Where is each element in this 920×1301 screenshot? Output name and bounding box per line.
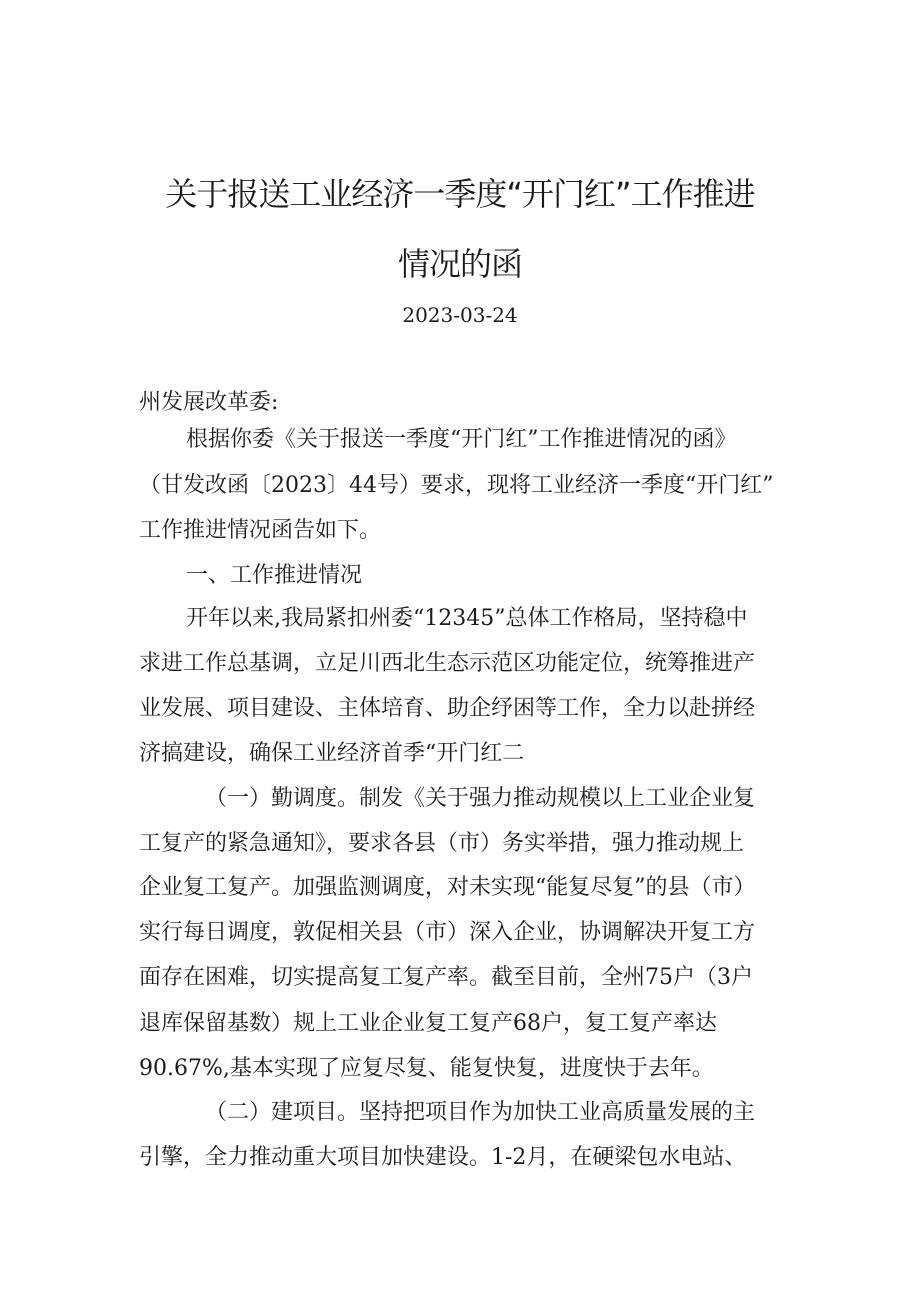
section1-line: 求进工作总基调，立足川西北生态示范区功能定位，统筹推进产 [139,651,756,676]
item1-line: 90.67%,基本实现了应复尽复、能复快复，进度快于去年。 [139,1056,714,1081]
item1-line: 面存在困难，切实提高复工复产率。截至目前，全州75户（3户 [139,965,753,990]
item2-line: 引擎，全力推动重大项目加快建设。1-2月，在硬梁包水电站、 [139,1145,747,1170]
item1-line: （一）勤调度。制发《关于强力推动规模以上工业企业复 [205,786,756,811]
item1-line: 企业复工复产。加强监测调度，对未实现“能复尽复”的县（市） [139,875,756,900]
document-date: 2023-03-24 [402,303,518,327]
intro-line: 工作推进情况函告如下。 [139,518,382,543]
section-heading: 一、工作推进情况 [186,563,363,588]
salutation: 州发展改革委: [139,390,279,415]
section1-line: 业发展、项目建设、主体培育、助企纾困等工作，全力以赴拼经 [139,696,756,721]
section1-line: 开年以来,我局紧扣州委“12345”总体工作格局，坚持稳中 [186,606,748,631]
item1-line: 实行每日调度，敦促相关县（市）深入企业，协调解决开复工方 [139,920,756,945]
item1-line: 工复产的紧急通知》，要求各县（市）务实举措，强力推动规上 [139,831,745,856]
document-title-line2: 情况的函 [397,245,522,283]
document-title-line1: 关于报送工业经济一季度“开门红”工作推进 [165,175,755,213]
item1-line: 退库保留基数）规上工业企业复工复产68户，复工复产率达 [139,1011,717,1036]
item2-line: （二）建项目。坚持把项目作为加快工业高质量发展的主 [205,1100,756,1125]
intro-line: 根据你委《关于报送一季度“开门红”工作推进情况的函》 [186,427,737,452]
intro-line: （甘发改函〔2023〕44号）要求，现将工业经济一季度“开门红” [139,473,774,498]
section1-line: 济搞建设，确保工业经济首季“开门红二 [139,741,525,766]
